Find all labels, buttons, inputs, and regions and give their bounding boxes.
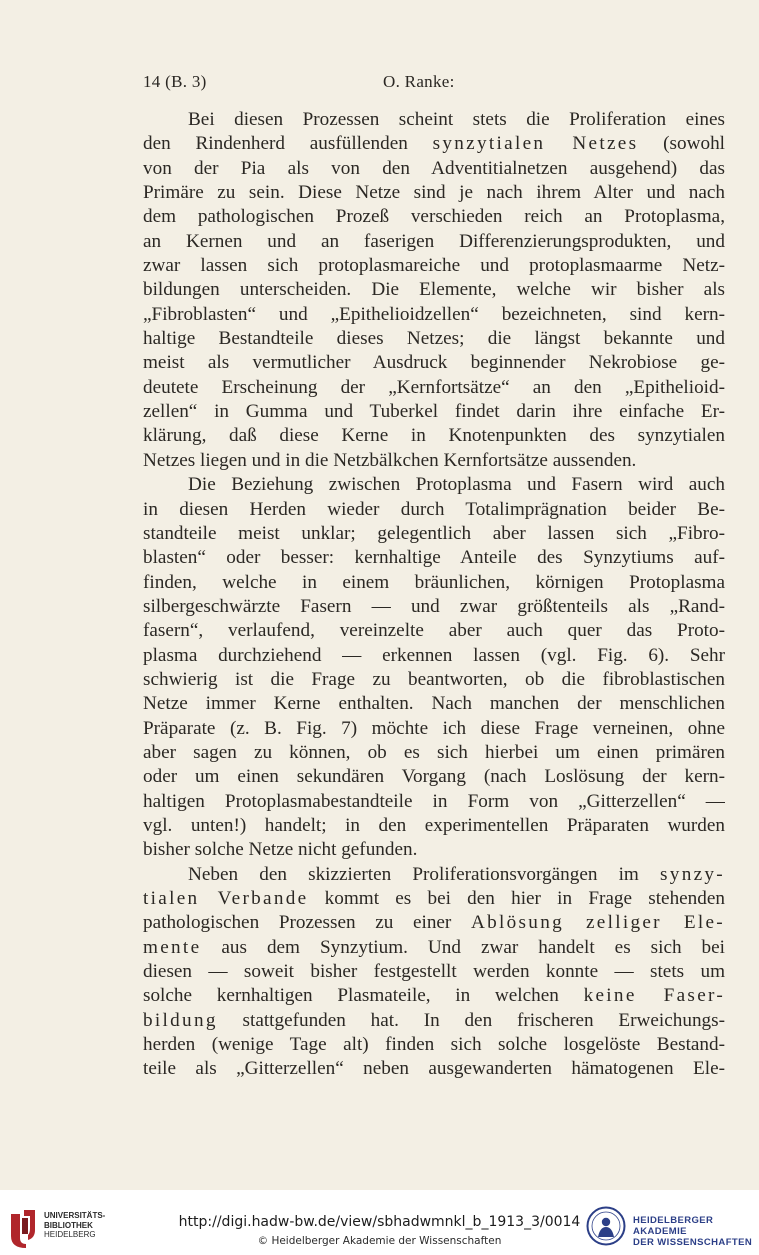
text-line	[143, 960, 725, 984]
running-head-author: O. Ranke:	[383, 72, 455, 91]
text-run: bildungen unterscheiden. Die Elemente, welche wir bisher als	[143, 279, 725, 301]
text-line	[143, 887, 725, 911]
spaced-emphasis: bildung	[143, 1009, 218, 1031]
text-run: solche kernhaltigen Plasmateile, in welchen	[143, 985, 584, 1007]
text-run: diesen — soweit bisher festgestellt werden konnte — stets um	[143, 961, 725, 983]
text-run: silbergeschwärzte Fasern — und zwar größtenteils als „Rand-	[143, 595, 725, 617]
text-line	[143, 1009, 725, 1033]
text-run: kommt es bei den hier in Frage stehenden	[308, 888, 725, 909]
text-line	[143, 595, 725, 619]
body-text	[143, 108, 725, 1082]
text-line	[143, 254, 725, 278]
text-line	[143, 303, 725, 327]
text-run: bisher solche Netze nicht gefunden.	[143, 839, 418, 861]
text-run: pathologischen Prozessen zu einer	[143, 912, 471, 934]
text-line	[143, 936, 725, 960]
text-run: Netze immer Kerne enthalten. Nach manchen der menschlichen	[143, 693, 725, 715]
running-header	[143, 72, 723, 96]
text-line	[143, 230, 725, 254]
text-line	[143, 717, 725, 741]
text-run: Die Beziehung zwischen Protoplasma und Fasern wird auch	[188, 474, 725, 496]
spaced-emphasis: Ablösung zelliger Ele-	[470, 912, 725, 934]
text-line	[143, 1057, 725, 1081]
text-run: klärung, daß diese Kerne in Knotenpunkten des synzytialen	[143, 425, 725, 447]
text-line	[143, 814, 725, 838]
text-line	[143, 741, 725, 765]
text-line	[143, 571, 725, 595]
text-line	[143, 546, 725, 570]
text-run: herden (wenige Tage alt) finden sich solche losgelöste Bestand-	[143, 1034, 725, 1056]
academy-label: HEIDELBERGER AKADEMIE DER WISSENSCHAFTEN	[633, 1215, 753, 1248]
text-line	[143, 984, 725, 1008]
text-line	[143, 376, 725, 400]
spaced-emphasis: synzytialen Netzes	[432, 133, 639, 155]
text-run: in diesen Herden wieder durch Totalimprägnation beider Be-	[143, 498, 725, 520]
text-line	[143, 1033, 725, 1057]
academy-seal-icon	[586, 1206, 626, 1246]
text-line	[143, 205, 725, 229]
text-line	[143, 449, 725, 473]
text-run: fasern“, verlaufend, vereinzelte aber auch quer das Proto-	[143, 620, 725, 642]
permalink-url[interactable]: http://digi.hadw-bw.de/view/sbhadwmnkl_b_1913_3/0014	[178, 1214, 581, 1230]
text-line	[143, 181, 725, 205]
text-line	[143, 351, 725, 375]
text-line	[143, 619, 725, 643]
text-run: schwierig ist die Frage zu beantworten, ob die fibroblastischen	[143, 668, 725, 690]
text-line	[143, 400, 725, 424]
text-run: zwar lassen sich protoplasmareiche und protoplasmaarme Netz-	[143, 255, 725, 277]
text-line	[143, 668, 725, 692]
text-run: den Rindenherd ausfüllenden	[143, 133, 433, 155]
text-line	[143, 108, 725, 132]
university-library-label: UNIVERSITÄTS- BIBLIOTHEK HEIDELBERG	[44, 1211, 106, 1239]
text-line	[143, 644, 725, 668]
text-run: standteile meist unklar; gelegentlich aber lassen sich „Fibro-	[143, 522, 725, 544]
text-run: Primäre zu sein. Diese Netze sind je nach ihrem Alter und nach	[143, 182, 725, 204]
spaced-emphasis: tialen Verbande	[143, 888, 309, 909]
text-run: zellen“ in Gumma und Tuberkel findet darin ihre einfache Er-	[143, 401, 725, 423]
text-run: meist als vermutlicher Ausdruck beginnender Nekrobiose ge-	[143, 352, 725, 374]
text-line	[143, 911, 725, 935]
text-run: oder um einen sekundären Vorgang (nach Loslösung der kern-	[143, 766, 725, 788]
text-run: deutete Erscheinung der „Kernfortsätze“ an den „Epithelioid-	[143, 376, 725, 398]
text-run: Netzes liegen und in die Netzbälkchen Kernfortsätze aussenden.	[143, 449, 637, 471]
text-run: dem pathologischen Prozeß verschieden reich an Protoplasma,	[143, 206, 725, 228]
text-run: stattgefunden hat. In den frischeren Erweichungs-	[217, 1009, 725, 1031]
text-run: haltigen Protoplasmabestandteile in Form von „Gitterzellen“ —	[143, 790, 725, 812]
text-line	[143, 157, 725, 181]
text-run: teile als „Gitterzellen“ neben ausgewanderten hämatogenen Ele-	[143, 1058, 725, 1080]
text-line	[143, 522, 725, 546]
text-run: von der Pia als von den Adventitialnetzen ausgehend) das	[143, 157, 725, 179]
text-run: vgl. unten!) handelt; in den experimentellen Präparaten wurden	[143, 814, 725, 836]
text-line	[143, 327, 725, 351]
text-run: Neben den skizzierten Proliferationsvorgängen im	[188, 863, 661, 885]
text-line	[143, 790, 725, 814]
text-line	[143, 132, 725, 156]
spaced-emphasis: mente	[143, 936, 202, 958]
text-run: Präparate (z. B. Fig. 7) möchte ich diese Frage verneinen, ohne	[143, 717, 725, 739]
text-line	[143, 692, 725, 716]
text-run: plasma durchziehend — erkennen lassen (vgl. Fig. 6). Sehr	[143, 644, 725, 666]
text-run: Bei diesen Prozessen scheint stets die Proliferation eines	[188, 109, 725, 130]
text-line	[143, 863, 725, 887]
copyright-notice: © Heidelberger Akademie der Wissenschaften	[257, 1235, 502, 1247]
text-run: an Kernen und an faserigen Differenzierungsprodukten, und	[143, 230, 725, 252]
text-run: blasten“ oder besser: kernhaltige Anteile des Synzytiums auf-	[143, 547, 725, 569]
text-run: aus dem Synzytium. Und zwar handelt es sich bei	[201, 936, 725, 958]
text-line	[143, 838, 725, 862]
text-run: „Fibroblasten“ und „Epithelioidzellen“ bezeichneten, sind kern-	[143, 303, 725, 325]
text-run: (sowohl	[638, 133, 725, 155]
spaced-emphasis: synzy-	[660, 863, 725, 885]
text-line	[143, 278, 725, 302]
text-run: haltige Bestandteile dieses Netzes; die längst bekannte und	[143, 328, 725, 350]
text-run: finden, welche in einem bräunlichen, körnigen Protoplasma	[143, 571, 725, 593]
text-line	[143, 424, 725, 448]
text-line	[143, 498, 725, 522]
text-line	[143, 765, 725, 789]
text-run: aber sagen zu können, ob es sich hierbei um einen primären	[143, 741, 725, 763]
spaced-emphasis: keine Faser-	[583, 985, 725, 1007]
text-line	[143, 473, 725, 497]
page-number: 14 (B. 3)	[143, 72, 207, 91]
